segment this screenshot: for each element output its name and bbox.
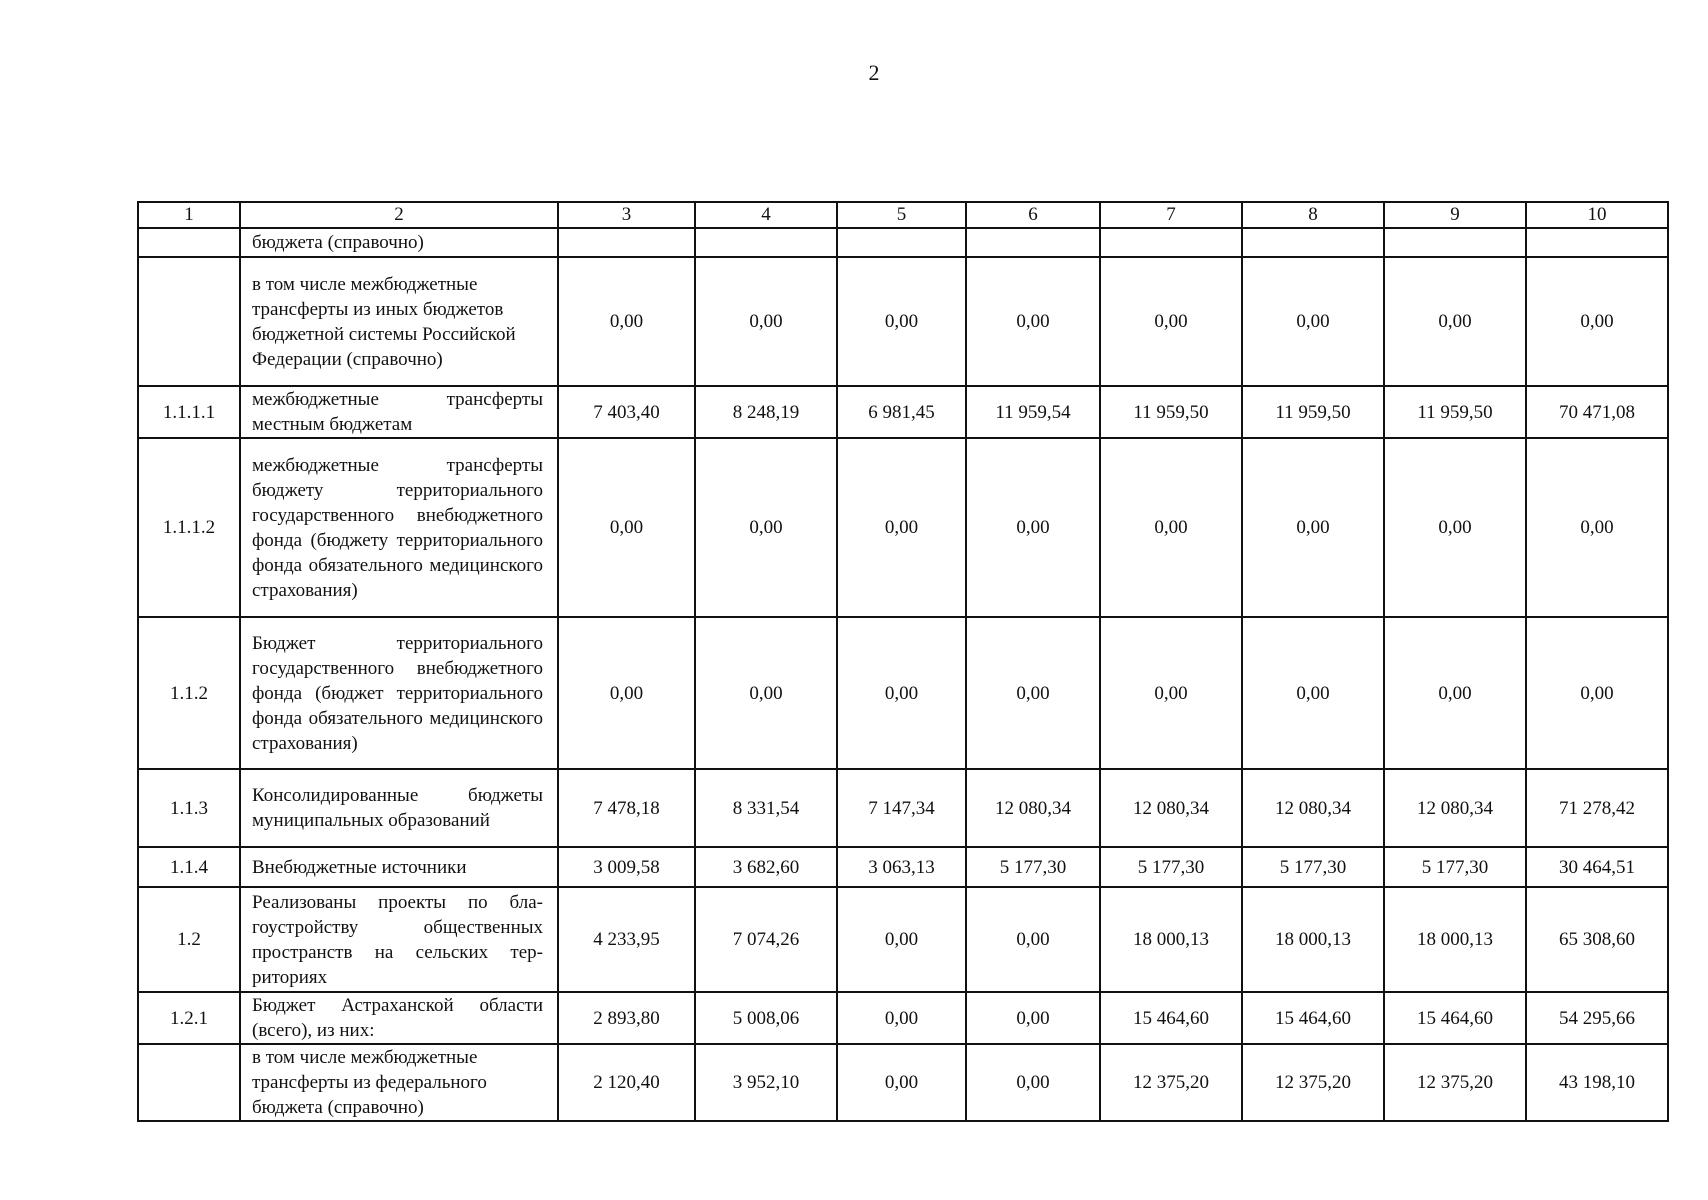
row-description: межбюджетные трансферты местным бюджетам bbox=[240, 386, 558, 438]
value-cell: 12 375,20 bbox=[1384, 1044, 1526, 1121]
table-row bbox=[138, 617, 1668, 769]
row-description: Консолидированные бюджеты муниципальных образований bbox=[240, 769, 558, 847]
row-code bbox=[138, 257, 240, 386]
row-code: 1.1.4 bbox=[138, 847, 240, 887]
value-cell: 11 959,54 bbox=[966, 386, 1100, 438]
value-cell: 0,00 bbox=[1100, 257, 1242, 386]
value-cell: 12 080,34 bbox=[1242, 769, 1384, 847]
column-number-header: 6 bbox=[966, 202, 1100, 228]
value-cell: 6 981,45 bbox=[837, 386, 966, 438]
value-cell: 12 080,34 bbox=[1384, 769, 1526, 847]
value-cell: 12 375,20 bbox=[1100, 1044, 1242, 1121]
value-cell: 0,00 bbox=[966, 1044, 1100, 1121]
value-cell: 0,00 bbox=[1100, 617, 1242, 769]
column-number-header: 3 bbox=[558, 202, 695, 228]
value-cell: 71 278,42 bbox=[1526, 769, 1668, 847]
value-cell: 5 008,06 bbox=[695, 992, 837, 1044]
budget-table bbox=[137, 201, 1669, 1122]
row-code: 1.2 bbox=[138, 887, 240, 992]
value-cell: 65 308,60 bbox=[1526, 887, 1668, 992]
row-description: Бюджет Астраханской области (всего), из них: bbox=[240, 992, 558, 1044]
table-row bbox=[138, 887, 1668, 992]
row-code: 1.1.3 bbox=[138, 769, 240, 847]
value-cell: 15 464,60 bbox=[1100, 992, 1242, 1044]
table-row bbox=[138, 1044, 1668, 1121]
value-cell: 11 959,50 bbox=[1100, 386, 1242, 438]
value-cell: 0,00 bbox=[837, 257, 966, 386]
value-cell: 0,00 bbox=[837, 438, 966, 617]
value-cell: 18 000,13 bbox=[1384, 887, 1526, 992]
value-cell: 5 177,30 bbox=[1100, 847, 1242, 887]
page-number: 2 bbox=[868, 60, 880, 85]
value-cell: 0,00 bbox=[966, 887, 1100, 992]
value-cell: 5 177,30 bbox=[1242, 847, 1384, 887]
value-cell bbox=[1100, 228, 1242, 257]
value-cell: 0,00 bbox=[966, 438, 1100, 617]
value-cell: 0,00 bbox=[837, 887, 966, 992]
column-number-header: 10 bbox=[1526, 202, 1668, 228]
column-number-header: 1 bbox=[138, 202, 240, 228]
value-cell: 7 074,26 bbox=[695, 887, 837, 992]
value-cell: 0,00 bbox=[1100, 438, 1242, 617]
row-description: бюджета (справочно) bbox=[240, 228, 558, 257]
value-cell: 70 471,08 bbox=[1526, 386, 1668, 438]
value-cell bbox=[837, 228, 966, 257]
value-cell: 18 000,13 bbox=[1100, 887, 1242, 992]
row-description: Бюджет территориального государственного внебюджетного фонда (бюджет территориального фонда обязательного медицинского страхования) bbox=[240, 617, 558, 769]
value-cell: 5 177,30 bbox=[1384, 847, 1526, 887]
column-number-header: 5 bbox=[837, 202, 966, 228]
value-cell: 0,00 bbox=[966, 257, 1100, 386]
value-cell: 0,00 bbox=[1242, 438, 1384, 617]
value-cell bbox=[695, 228, 837, 257]
value-cell: 15 464,60 bbox=[1242, 992, 1384, 1044]
table-row bbox=[138, 257, 1668, 386]
row-description: Реализованы проекты по благоустройству общественных пространств на сельских территориях bbox=[240, 887, 558, 992]
value-cell: 12 080,34 bbox=[1100, 769, 1242, 847]
value-cell: 4 233,95 bbox=[558, 887, 695, 992]
value-cell: 3 009,58 bbox=[558, 847, 695, 887]
row-code: 1.1.1.2 bbox=[138, 438, 240, 617]
value-cell: 0,00 bbox=[1384, 257, 1526, 386]
value-cell: 8 248,19 bbox=[695, 386, 837, 438]
table-row bbox=[138, 769, 1668, 847]
value-cell: 2 120,40 bbox=[558, 1044, 695, 1121]
column-number-header: 7 bbox=[1100, 202, 1242, 228]
column-number-header: 2 bbox=[240, 202, 558, 228]
table-row bbox=[138, 438, 1668, 617]
value-cell: 0,00 bbox=[1242, 617, 1384, 769]
row-code: 1.2.1 bbox=[138, 992, 240, 1044]
value-cell: 0,00 bbox=[837, 617, 966, 769]
value-cell: 0,00 bbox=[1384, 438, 1526, 617]
value-cell: 15 464,60 bbox=[1384, 992, 1526, 1044]
row-code bbox=[138, 228, 240, 257]
column-number-header: 8 bbox=[1242, 202, 1384, 228]
value-cell: 0,00 bbox=[695, 617, 837, 769]
row-description: в том числе межбюджетные трансферты из федерального бюджета (справочно) bbox=[240, 1044, 558, 1121]
row-description: межбюджетные трансферты бюджету территориального государственного внебюджетного фонда (бюджету территориального фонда обязательного медицинского страхования) bbox=[240, 438, 558, 617]
value-cell: 2 893,80 bbox=[558, 992, 695, 1044]
value-cell: 0,00 bbox=[695, 257, 837, 386]
value-cell bbox=[966, 228, 1100, 257]
value-cell: 0,00 bbox=[1384, 617, 1526, 769]
table-row bbox=[138, 386, 1668, 438]
value-cell: 0,00 bbox=[558, 438, 695, 617]
column-number-header: 4 bbox=[695, 202, 837, 228]
value-cell: 54 295,66 bbox=[1526, 992, 1668, 1044]
value-cell: 0,00 bbox=[695, 438, 837, 617]
value-cell: 0,00 bbox=[1526, 617, 1668, 769]
value-cell bbox=[1242, 228, 1384, 257]
row-description: в том числе межбюджетные трансферты из иных бюджетов бюджетной системы Российской Федерации (справочно) bbox=[240, 257, 558, 386]
value-cell: 7 478,18 bbox=[558, 769, 695, 847]
value-cell: 0,00 bbox=[837, 992, 966, 1044]
value-cell: 12 080,34 bbox=[966, 769, 1100, 847]
value-cell: 3 682,60 bbox=[695, 847, 837, 887]
value-cell: 30 464,51 bbox=[1526, 847, 1668, 887]
value-cell: 0,00 bbox=[558, 257, 695, 386]
value-cell: 0,00 bbox=[837, 1044, 966, 1121]
row-code: 1.1.1.1 bbox=[138, 386, 240, 438]
value-cell bbox=[558, 228, 695, 257]
value-cell: 3 063,13 bbox=[837, 847, 966, 887]
value-cell: 0,00 bbox=[1242, 257, 1384, 386]
column-number-header: 9 bbox=[1384, 202, 1526, 228]
value-cell: 0,00 bbox=[558, 617, 695, 769]
value-cell: 0,00 bbox=[966, 992, 1100, 1044]
row-description: Внебюджетные источники bbox=[240, 847, 558, 887]
value-cell: 7 403,40 bbox=[558, 386, 695, 438]
row-code: 1.1.2 bbox=[138, 617, 240, 769]
value-cell: 3 952,10 bbox=[695, 1044, 837, 1121]
value-cell: 0,00 bbox=[1526, 438, 1668, 617]
value-cell: 11 959,50 bbox=[1242, 386, 1384, 438]
value-cell: 11 959,50 bbox=[1384, 386, 1526, 438]
table-row bbox=[138, 847, 1668, 887]
value-cell bbox=[1526, 228, 1668, 257]
value-cell: 12 375,20 bbox=[1242, 1044, 1384, 1121]
value-cell: 0,00 bbox=[966, 617, 1100, 769]
value-cell: 8 331,54 bbox=[695, 769, 837, 847]
table-row bbox=[138, 228, 1668, 257]
value-cell bbox=[1384, 228, 1526, 257]
table-row bbox=[138, 992, 1668, 1044]
value-cell: 5 177,30 bbox=[966, 847, 1100, 887]
table-header-row bbox=[138, 202, 1668, 228]
value-cell: 7 147,34 bbox=[837, 769, 966, 847]
value-cell: 0,00 bbox=[1526, 257, 1668, 386]
value-cell: 43 198,10 bbox=[1526, 1044, 1668, 1121]
value-cell: 18 000,13 bbox=[1242, 887, 1384, 992]
row-code bbox=[138, 1044, 240, 1121]
